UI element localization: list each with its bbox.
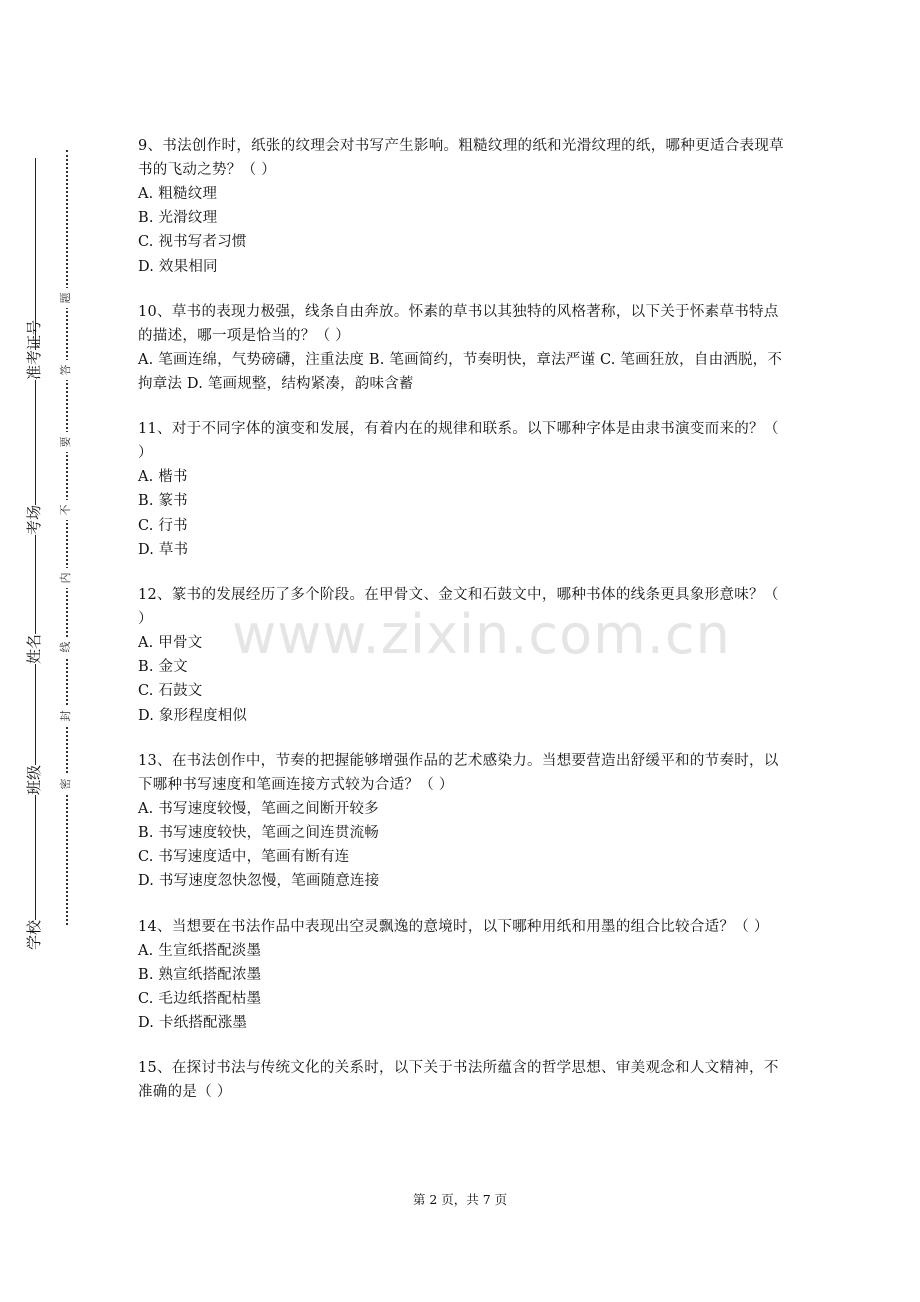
question-15 [138,1056,786,1104]
page-footer: 第 2 页，共 7 页 [412,1192,508,1207]
seal-dotted-line [66,150,68,925]
question-stem: 9、书法创作时，纸张的纹理会对书写产生影响。粗糙纹理的纸和光滑纹理的纸，哪种更适合表现草书的飞动之势？（ ） [138,138,784,178]
question-10 [138,300,786,396]
option-inline: A. 笔画连绵，气势磅礴，注重法度 B. 笔画简约，节奏明快，章法严谨 C. 笔画狂放，自由洒脱，不拘章法 D. 笔画规整，结构紧凑，韵味含蓄 [138,351,783,393]
question-9 [138,134,786,279]
question-stem: 11、对于不同字体的演变和发展，有着内在的规律和联系。以下哪种字体是由隶书演变而来的？（ ） [138,421,779,462]
question-11 [138,417,786,562]
seal-char: 封 [56,706,76,726]
question-stem: 15、在探讨书法与传统文化的关系时，以下关于书法所蕴含的哲学思想、审美观念和人文精神，不准确的是（ ） [138,1060,779,1101]
option-a: A. 楷书 [138,469,188,486]
option-b: B. 熟宣纸搭配浓墨 [138,966,262,983]
label-school: 学校 [19,920,49,950]
option-b: B. 书写速度较快，笔画之间连贯流畅 [138,825,379,842]
option-c: C. 书写速度适中，笔画有断有连 [138,849,350,866]
option-a: A. 生宣纸搭配淡墨 [138,942,262,959]
option-d: D. 效果相同 [138,258,218,275]
option-b: B. 篆书 [138,493,188,510]
seal-char: 密 [56,774,76,794]
question-stem: 13、在书法创作中，节奏的把握能够增强作品的艺术感染力。当想要营造出舒缓平和的节奏时，以下哪种书写速度和笔画连接方式较为合适？（ ） [138,752,779,793]
seal-char: 线 [56,637,76,657]
question-14 [138,915,786,1036]
option-d: D. 草书 [138,541,189,558]
option-c: C. 行书 [138,517,188,534]
seal-char: 答 [56,360,76,380]
question-12 [138,583,786,728]
seal-char: 要 [56,432,76,452]
option-a: A. 书写速度较慢，笔画之间断开较多 [138,800,379,817]
question-list [138,134,786,1125]
option-a: A. 粗糙纹理 [138,186,218,202]
question-stem: 14、当想要在书法作品中表现出空灵飘逸的意境时，以下哪种用纸和用墨的组合比较合适？（ ） [138,918,769,935]
seal-char: 不 [56,500,76,520]
option-b: B. 光滑纹理 [138,210,218,227]
question-stem: 10、草书的表现力极强，线条自由奔放。怀素的草书以其独特的风格著称，以下关于怀素草书特点的描述，哪一项是恰当的？（ ） [138,303,779,344]
option-d: D. 书写速度忽快忽慢，笔画随意连接 [138,873,380,890]
label-class: 班级 [19,765,49,795]
question-13 [138,749,786,894]
question-stem: 12、篆书的发展经历了多个阶段。在甲骨文、金文和石鼓文中，哪种书体的线条更具象形意味？（ ） [138,587,779,628]
option-c: C. 视书写者习惯 [138,234,247,251]
label-name: 姓名 [19,634,49,664]
watermark: www.zixin.com.cn [232,603,731,666]
option-d: D. 象形程度相似 [138,707,248,724]
option-c: C. 毛边纸搭配枯墨 [138,991,262,1008]
option-d: D. 卡纸搭配涨墨 [138,1015,248,1032]
option-a: A. 甲骨文 [138,635,203,652]
binding-underline [35,158,36,928]
option-b: B. 金文 [138,659,188,676]
label-exam-room: 考场 [19,505,49,535]
seal-char: 内 [56,568,76,588]
option-c: C. 石鼓文 [138,683,203,700]
seal-char: 题 [56,288,76,308]
label-exam-id: 准考证号 [19,350,49,380]
